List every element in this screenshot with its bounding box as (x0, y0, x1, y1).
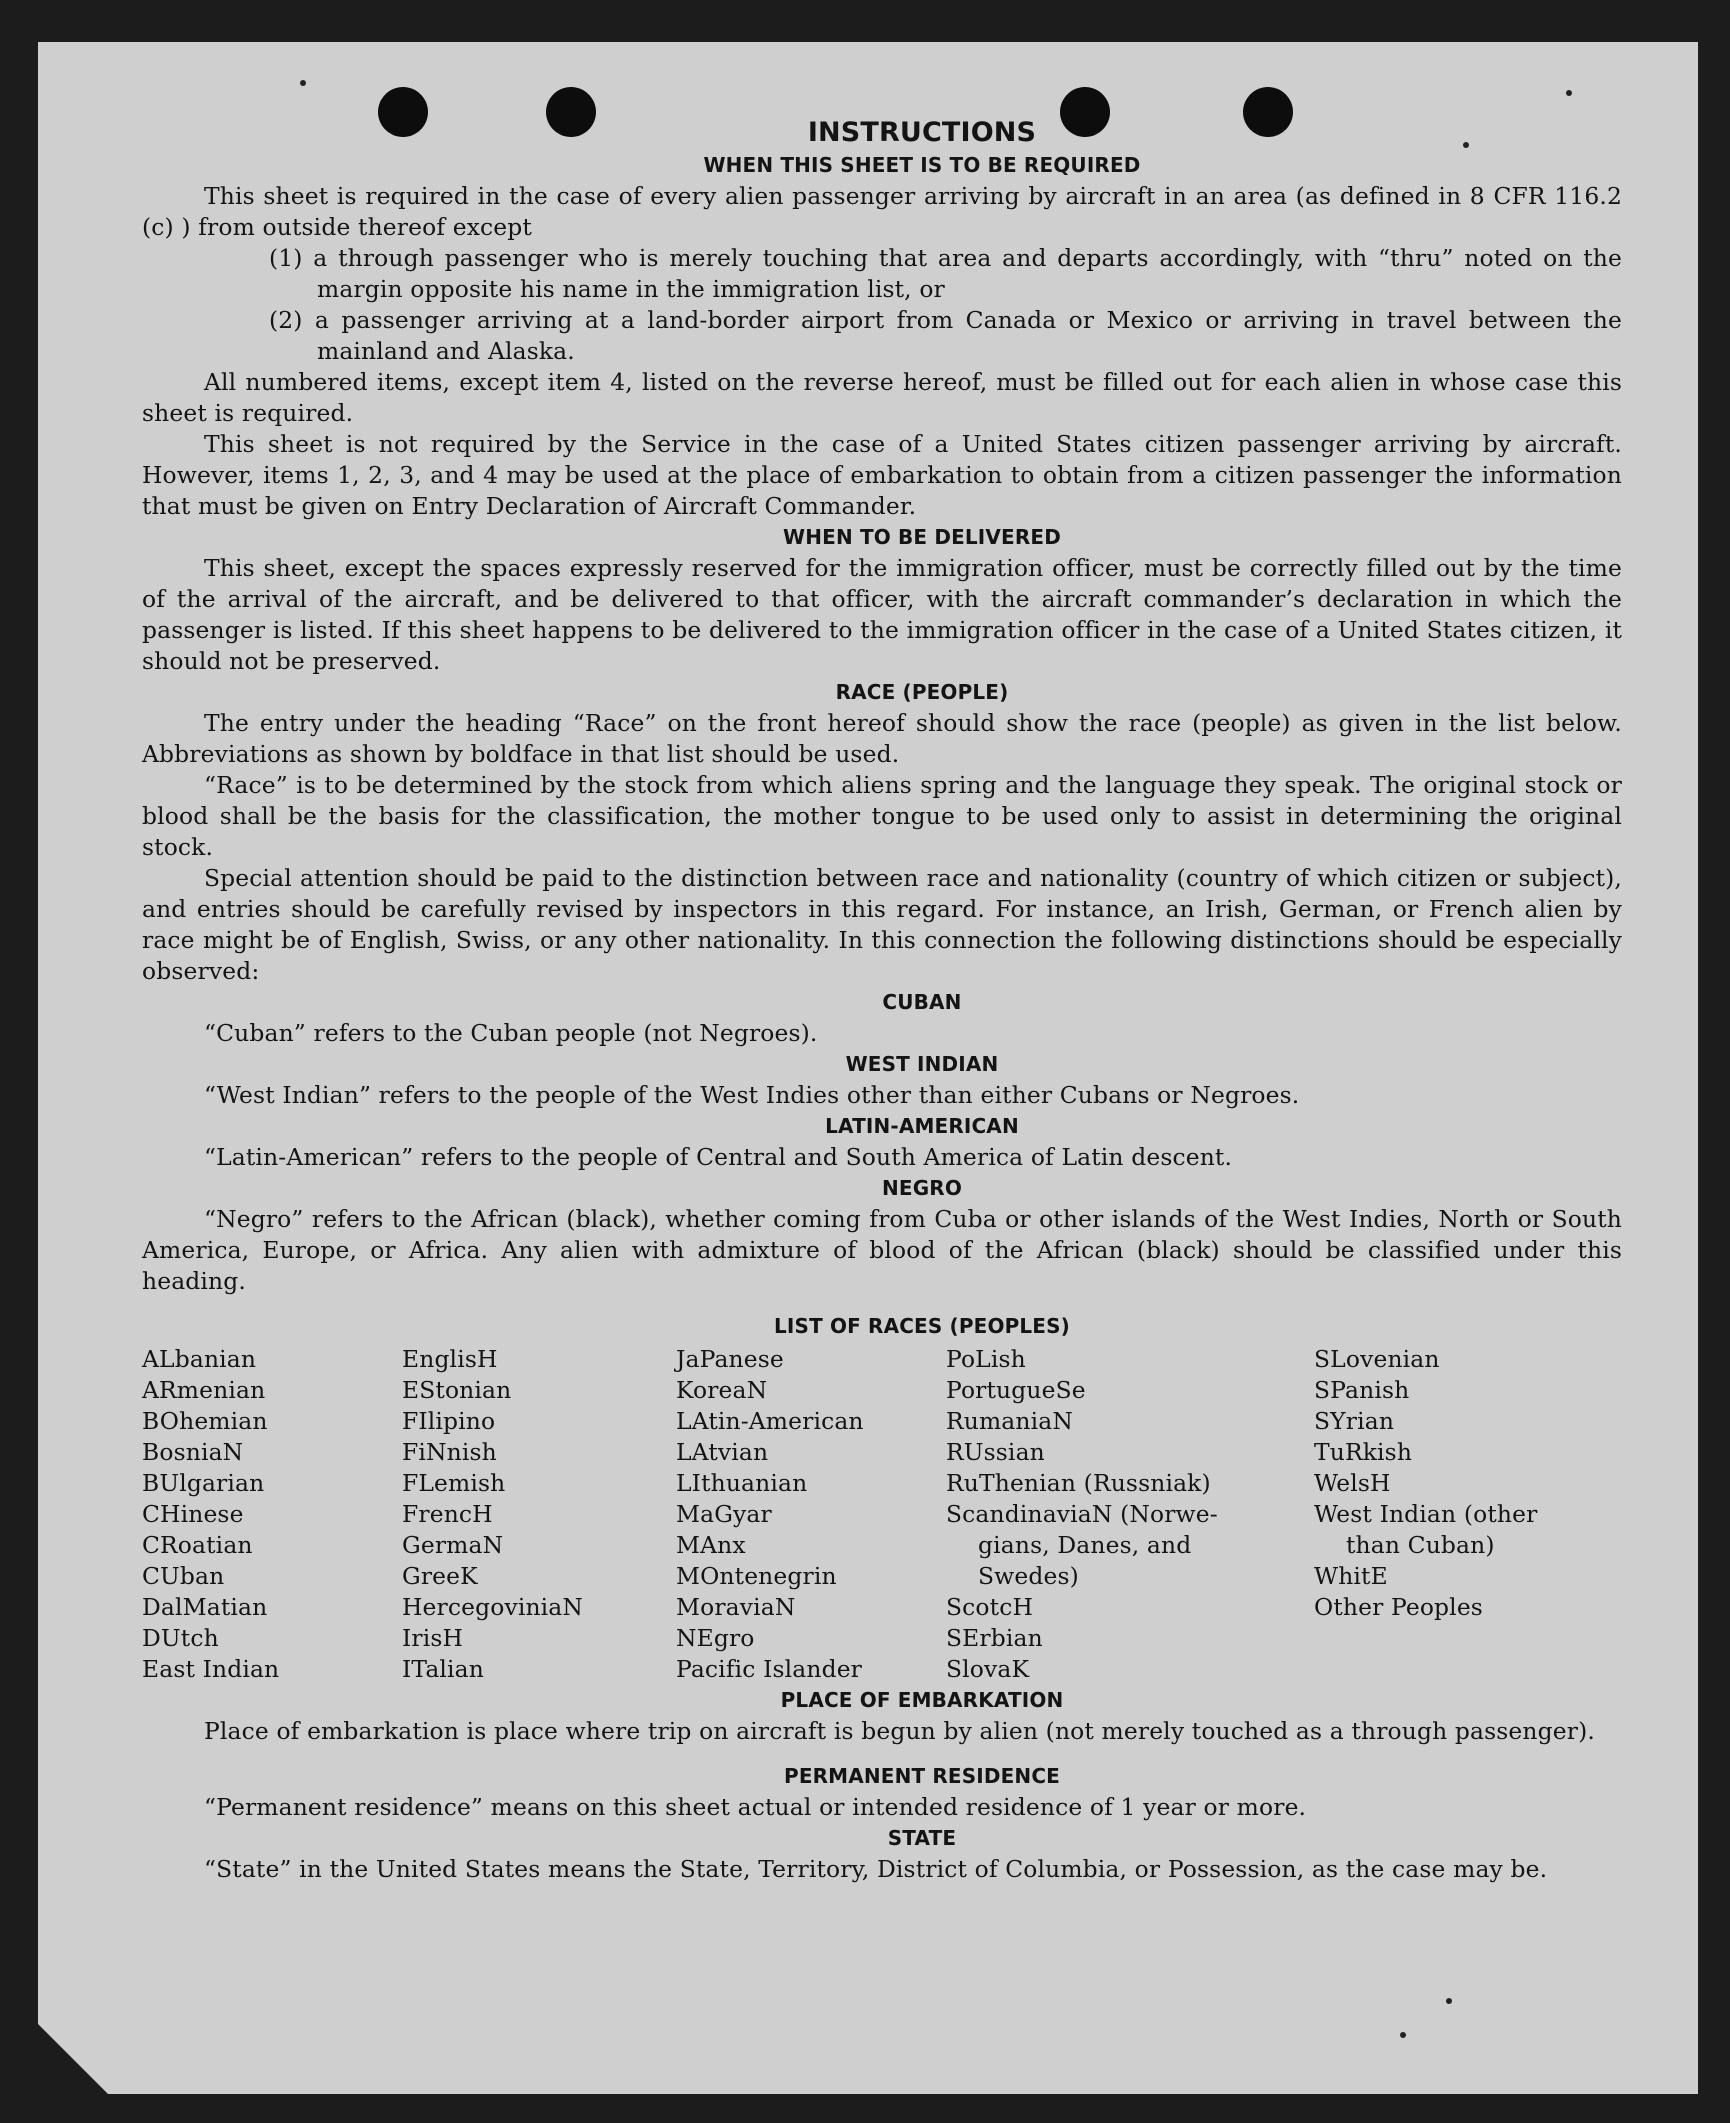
section-heading-west-indian: WEST INDIAN (845, 1052, 999, 1076)
section-heading-delivered: WHEN TO BE DELIVERED (783, 525, 1061, 549)
speck (1446, 1998, 1452, 2004)
section-heading-embarkation: PLACE OF EMBARKATION (780, 1688, 1064, 1712)
list-item: (2) a passenger arriving at a land-border airport from Canada or Mexico or arriving in travel between the mainland and Alaska. (269, 306, 1622, 365)
race-column (946, 1344, 1314, 1685)
race-entry: CRoatian (142, 1531, 253, 1559)
race-entry: FrencH (402, 1500, 493, 1528)
paragraph: “Latin-American” refers to the people of Central and South America of Latin descent. (204, 1143, 1233, 1171)
race-entry: ITalian (402, 1655, 484, 1683)
list-item: (1) a through passenger who is merely touching that area and departs accordingly, with “thru” noted on the margin opposite his name in the immigration list, or (269, 244, 1622, 303)
paragraph: “Race” is to be determined by the stock from which aliens spring and the language they speak. The original stock or blood shall be the basis for the classification, the mother tongue to be used only to assist in determining the original stock. (142, 771, 1622, 861)
instructions-content (142, 116, 1622, 1885)
paragraph: “Negro” refers to the African (black), whether coming from Cuba or other islands of the West Indies, North or South America, Europe, or Africa. Any alien with admixture of blood of the African (black) should be classified under this heading. (142, 1205, 1622, 1295)
page-title: INSTRUCTIONS (807, 117, 1037, 148)
race-column (402, 1344, 676, 1685)
paragraph: This sheet is not required by the Service in the case of a United States citizen passenger arriving by aircraft. However, items 1, 2, 3, and 4 may be used at the place of embarkation to obtain from a citizen passenger the information that must be given on Entry Declaration of Aircraft Commander. (142, 430, 1622, 520)
folded-corner (38, 2024, 108, 2094)
race-list (142, 1344, 1622, 1685)
race-entry: ScandinaviaN (Norwe- (946, 1500, 1218, 1528)
section-heading-list-of-races: LIST OF RACES (PEOPLES) (774, 1314, 1070, 1338)
race-entry: PortugueSe (946, 1376, 1086, 1404)
paragraph: This sheet is required in the case of every alien passenger arriving by aircraft in an area (as defined in 8 CFR 116.2 (c) ) from outside thereof except (142, 182, 1622, 241)
race-column (1314, 1344, 1614, 1685)
race-entry: MaGyar (676, 1500, 772, 1528)
race-entry: FiNnish (402, 1438, 497, 1466)
race-entry: KoreaN (676, 1376, 768, 1404)
race-entry: Swedes) (978, 1562, 1079, 1590)
race-entry: PoLish (946, 1345, 1026, 1373)
speck (1400, 2032, 1406, 2038)
race-entry: East Indian (142, 1655, 280, 1683)
document-sheet (38, 42, 1698, 2094)
race-entry: EnglisH (402, 1345, 498, 1373)
section-heading-required: WHEN THIS SHEET IS TO BE REQUIRED (703, 153, 1141, 177)
race-entry: WelsH (1314, 1469, 1391, 1497)
race-entry: SYrian (1314, 1407, 1395, 1435)
paragraph: “State” in the United States means the State, Territory, District of Columbia, or Possession, as the case may be. (204, 1855, 1548, 1883)
race-entry: FIlipino (402, 1407, 496, 1435)
race-entry: GermaN (402, 1531, 504, 1559)
race-entry: FLemish (402, 1469, 506, 1497)
race-entry: ScotcH (946, 1593, 1034, 1621)
race-entry: BOhemian (142, 1407, 268, 1435)
race-entry: TuRkish (1314, 1438, 1413, 1466)
race-entry: MOntenegrin (676, 1562, 837, 1590)
race-entry: GreeK (402, 1562, 478, 1590)
race-entry: DUtch (142, 1624, 219, 1652)
race-column (676, 1344, 946, 1685)
race-entry: RUssian (946, 1438, 1045, 1466)
paragraph: Place of embarkation is place where trip on aircraft is begun by alien (not merely touched as a through passenger). (204, 1717, 1595, 1745)
section-heading-cuban: CUBAN (882, 990, 962, 1014)
paragraph: The entry under the heading “Race” on the front hereof should show the race (people) as given in the list below. Abbreviations as shown by boldface in that list should be used. (142, 709, 1622, 768)
race-column (142, 1344, 402, 1685)
race-entry: BosniaN (142, 1438, 244, 1466)
race-entry: SLovenian (1314, 1345, 1440, 1373)
race-entry: Pacific Islander (676, 1655, 863, 1683)
race-entry: EStonian (402, 1376, 512, 1404)
race-entry: ARmenian (142, 1376, 266, 1404)
paragraph: This sheet, except the spaces expressly reserved for the immigration officer, must be correctly filled out by the time of the arrival of the aircraft, and be delivered to that officer, with the aircraft commander’s declaration in which the passenger is listed. If this sheet happens to be delivered to the immigration officer in the case of a United States citizen, it should not be preserved. (142, 554, 1622, 675)
paragraph: Special attention should be paid to the distinction between race and nationality (country of which citizen or subject), and entries should be carefully revised by inspectors in this regard. For instance, an Irish, German, or French alien by race might be of English, Swiss, or any other nationality. In this connection the following distinctions should be especially observed: (142, 864, 1622, 985)
race-entry: CHinese (142, 1500, 244, 1528)
paragraph: “Cuban” refers to the Cuban people (not Negroes). (204, 1019, 818, 1047)
speck (300, 80, 306, 86)
race-entry: SlovaK (946, 1655, 1030, 1683)
race-entry: West Indian (other (1314, 1500, 1538, 1528)
race-entry: HercegoviniaN (402, 1593, 584, 1621)
race-entry: MAnx (676, 1531, 746, 1559)
section-heading-negro: NEGRO (882, 1176, 962, 1200)
race-entry: than Cuban) (1346, 1531, 1495, 1559)
section-heading-latin-american: LATIN-AMERICAN (825, 1114, 1019, 1138)
section-heading-race: RACE (PEOPLE) (835, 680, 1009, 704)
race-entry: SErbian (946, 1624, 1043, 1652)
race-entry: IrisH (402, 1624, 464, 1652)
race-entry: BUlgarian (142, 1469, 265, 1497)
race-entry: RumaniaN (946, 1407, 1073, 1435)
paragraph: “Permanent residence” means on this sheet actual or intended residence of 1 year or more. (204, 1793, 1307, 1821)
race-entry: SPanish (1314, 1376, 1410, 1404)
race-entry: ALbanian (142, 1345, 257, 1373)
race-entry: LIthuanian (676, 1469, 808, 1497)
race-entry: Other Peoples (1314, 1593, 1483, 1621)
section-heading-state: STATE (887, 1826, 957, 1850)
race-entry: CUban (142, 1562, 225, 1590)
speck (1566, 90, 1572, 96)
race-entry: WhitE (1314, 1562, 1388, 1590)
race-entry: MoraviaN (676, 1593, 796, 1621)
race-entry: LAtin-American (676, 1407, 864, 1435)
section-heading-residence: PERMANENT RESIDENCE (784, 1764, 1060, 1788)
race-entry: NEgro (676, 1624, 755, 1652)
paragraph: “West Indian” refers to the people of the West Indies other than either Cubans or Negroes. (204, 1081, 1300, 1109)
race-entry: RuThenian (Russniak) (946, 1469, 1211, 1497)
race-entry: gians, Danes, and (978, 1531, 1192, 1559)
race-entry: LAtvian (676, 1438, 769, 1466)
race-entry: DalMatian (142, 1593, 268, 1621)
paragraph: All numbered items, except item 4, listed on the reverse hereof, must be filled out for each alien in whose case this sheet is required. (142, 368, 1622, 427)
race-entry: JaPanese (676, 1345, 784, 1373)
